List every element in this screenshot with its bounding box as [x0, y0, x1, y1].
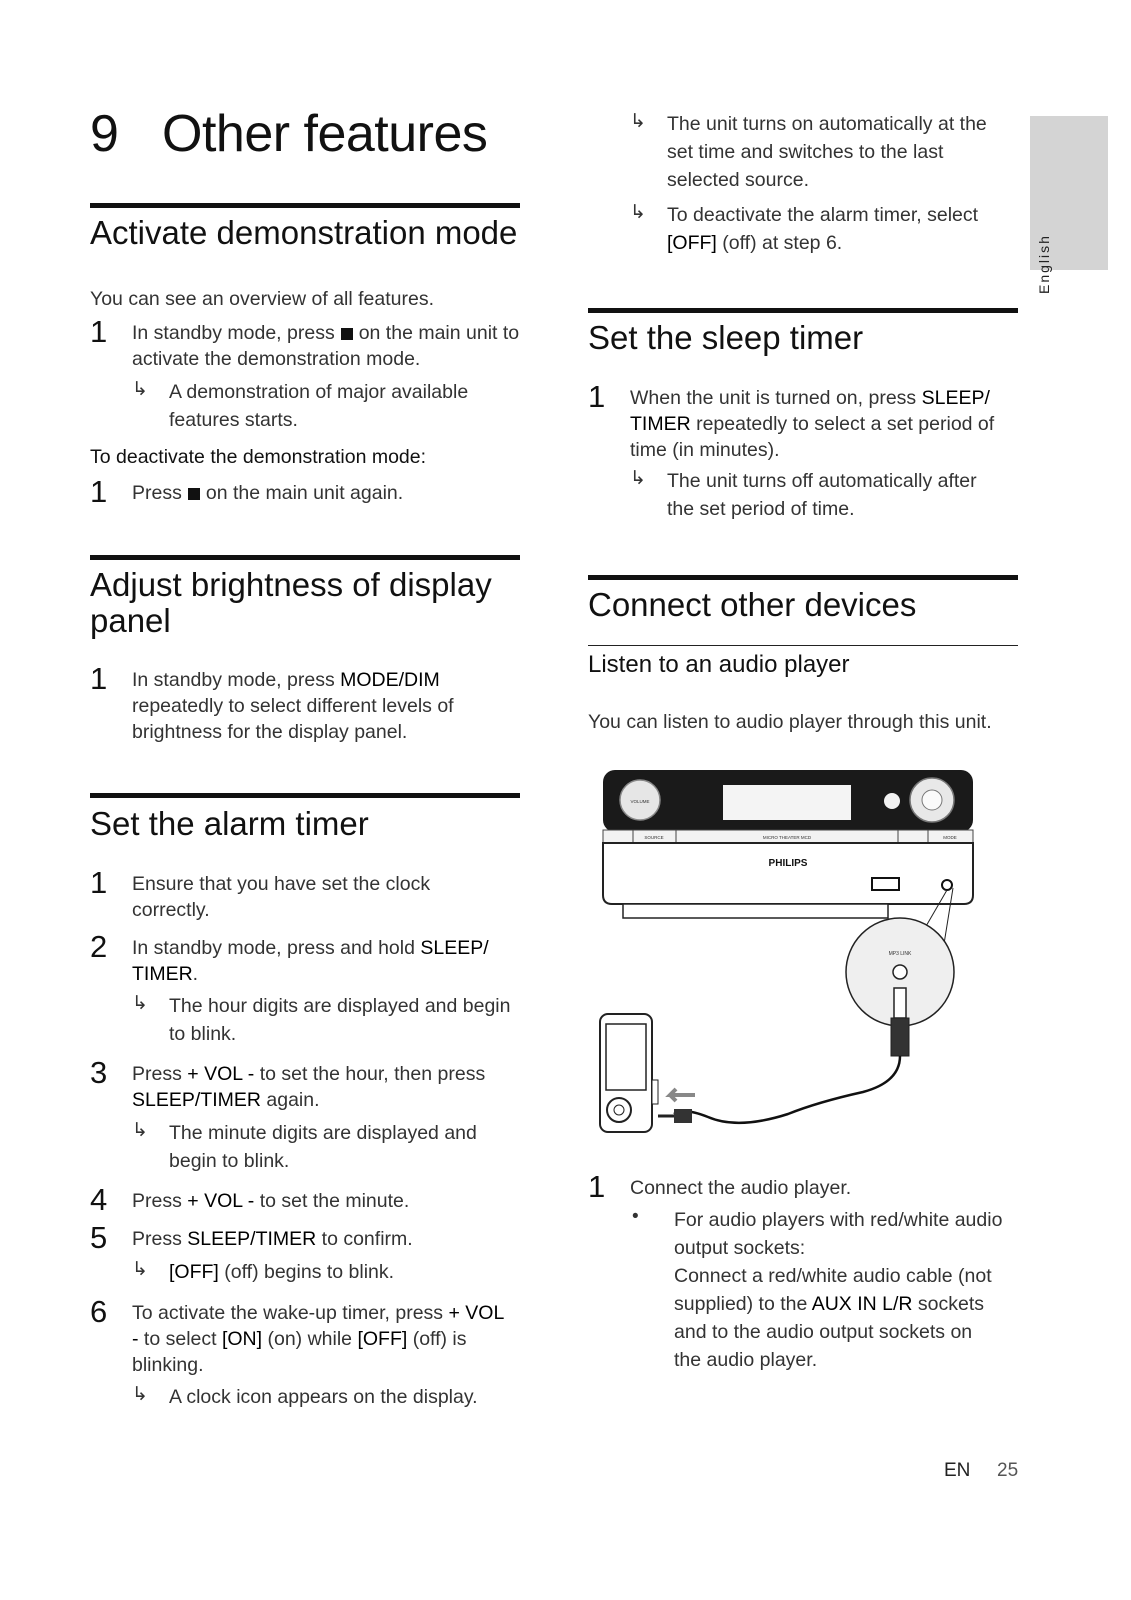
- key-label: SLEEP/TIMER: [187, 1228, 317, 1250]
- bullet-text-a: For audio players with red/white audio output sockets:: [674, 1209, 1003, 1259]
- step-text-a: In standby mode, press and hold: [132, 937, 415, 959]
- stop-icon: [188, 488, 200, 500]
- connect-bullet-text: [674, 1206, 1004, 1374]
- step-text-c: (on) while: [267, 1328, 353, 1350]
- step-text: [630, 385, 1015, 463]
- subsection-rule: [588, 645, 1018, 646]
- sensor-dot: [884, 793, 900, 809]
- language-tab-label: English: [1036, 234, 1052, 294]
- step-text-b: .: [192, 963, 199, 985]
- insert-arrow-icon: [670, 1089, 695, 1101]
- step-text-c: again.: [266, 1089, 320, 1111]
- section-rule: [90, 203, 520, 208]
- step-number: 6: [90, 1294, 108, 1329]
- language-tab: [1030, 116, 1108, 294]
- result-arrow-icon: ↳: [132, 379, 148, 400]
- step-number: 1: [90, 661, 108, 696]
- result-arrow-icon: ↳: [630, 468, 646, 489]
- step-text-a: In standby mode, press: [132, 669, 335, 691]
- result-text: The unit turns on automatically at the set time and switches to the last selected source.: [667, 113, 987, 191]
- volume-label: VOLUME: [630, 799, 650, 804]
- result-text: A clock icon appears on the display.: [169, 1386, 478, 1408]
- result-arrow-icon: ↳: [132, 1120, 148, 1141]
- chapter-title-text: Other features: [162, 105, 488, 163]
- audio-player: [600, 1014, 658, 1132]
- stop-icon: [341, 328, 353, 340]
- step-number: 1: [90, 314, 108, 349]
- page-number: 25: [997, 1460, 1019, 1481]
- step-text-a: Press: [132, 482, 182, 504]
- section-heading-sleep: Set the sleep timer: [588, 319, 864, 356]
- section-heading-demo: Activate demonstration mode: [90, 214, 518, 251]
- result-text-a: To deactivate the alarm timer, select: [667, 204, 979, 226]
- step-text-b: repeatedly to select different levels of brightness for the display panel.: [132, 695, 454, 743]
- step-text-b: to set the hour, then press: [259, 1063, 486, 1085]
- key-label: SLEEP/TIMER: [132, 1089, 261, 1111]
- result-text: The hour digits are displayed and begin to blink.: [169, 995, 511, 1045]
- step-text-b: repeatedly to select a set period of time (in minutes).: [630, 413, 995, 461]
- audio-cable: [674, 1056, 900, 1123]
- step-text: [132, 667, 492, 745]
- step-text-a: Press: [132, 1228, 182, 1250]
- step-number: 4: [90, 1182, 108, 1217]
- step-text-a: In standby mode, press: [132, 322, 335, 344]
- step-text: [132, 935, 512, 987]
- result-arrow-icon: ↳: [630, 111, 646, 132]
- brand-logo: PHILIPS: [768, 858, 808, 869]
- result-text: [169, 1258, 509, 1286]
- step-text-b: on the main unit again.: [205, 482, 404, 504]
- result-arrow-icon: ↳: [630, 202, 646, 223]
- mode-label: MODE: [943, 835, 957, 840]
- result-text: The minute digits are displayed and begin to blink.: [169, 1122, 477, 1172]
- connect-intro: You can listen to audio player through this unit.: [588, 711, 992, 733]
- step-number: 1: [588, 1169, 606, 1204]
- key-label: + VOL -: [187, 1063, 255, 1085]
- result-text-b: (off) at step 6.: [722, 232, 843, 254]
- mp3-link-label: MP3 LINK: [888, 951, 912, 957]
- heading-line-2: panel: [90, 602, 171, 639]
- heading-line-1: Adjust brightness of display: [90, 566, 492, 603]
- step-text-b: on the main unit to activate the demonstration mode.: [132, 322, 520, 370]
- step-text-a: When the unit is turned on, press: [630, 387, 917, 409]
- step-text-b: to select: [143, 1328, 217, 1350]
- section-heading-brightness: [90, 567, 492, 639]
- mp3-link-socket: [942, 880, 952, 890]
- key-label: [OFF]: [357, 1328, 408, 1350]
- section-rule: [90, 793, 520, 798]
- step-text: [132, 320, 522, 372]
- cable-plug: [894, 988, 906, 1018]
- connection-illustration: [588, 762, 978, 1140]
- key-label: AUX IN L/R: [811, 1293, 913, 1315]
- step-number: 1: [90, 865, 108, 900]
- step-text-b: to set the minute.: [259, 1190, 410, 1212]
- result-arrow-icon: ↳: [132, 1384, 148, 1405]
- key-label: SLEEP/ TIMER: [132, 937, 489, 985]
- step-text-b: to confirm.: [321, 1228, 413, 1250]
- key-label: + VOL -: [132, 1302, 504, 1350]
- key-label: [OFF]: [169, 1261, 219, 1283]
- section-heading-alarm: Set the alarm timer: [90, 805, 369, 842]
- result-text: The unit turns off automatically after the set period of time.: [667, 470, 977, 520]
- step-number: 3: [90, 1055, 108, 1090]
- source-label: SOURCE: [644, 835, 664, 840]
- result-text-rest: (off) begins to blink.: [224, 1261, 395, 1283]
- result-text: [667, 201, 1017, 257]
- hifi-unit: [603, 770, 973, 918]
- step-text: Ensure that you have set the clock correctly.: [132, 873, 431, 921]
- step-text: [132, 1061, 527, 1113]
- step-text: [132, 480, 527, 506]
- key-label: SLEEP/ TIMER: [630, 387, 990, 435]
- section-rule: [588, 575, 1018, 580]
- step-text-a: Press: [132, 1063, 182, 1085]
- usb-port: [872, 878, 899, 890]
- step-text-a: Press: [132, 1190, 182, 1212]
- subsection-heading: Listen to an audio player: [588, 651, 850, 678]
- player-plug: [674, 1109, 692, 1123]
- key-label: MODE/DIM: [340, 669, 440, 691]
- section-rule: [90, 555, 520, 560]
- step-text: [132, 1300, 507, 1378]
- step-text-d: (off) is blinking.: [132, 1328, 467, 1376]
- bullet-icon: •: [632, 1206, 639, 1227]
- result-arrow-icon: ↳: [132, 993, 148, 1014]
- display-window: [723, 785, 851, 820]
- key-label: [OFF]: [667, 232, 717, 254]
- step-text: [132, 1188, 527, 1214]
- deactivate-label: To deactivate the demonstration mode:: [90, 446, 427, 468]
- chapter-number: 9: [90, 105, 119, 163]
- result-arrow-icon: ↳: [132, 1259, 148, 1280]
- step-text-a: To activate the wake-up timer, press: [132, 1302, 444, 1324]
- model-label: MICRO THEATER MCD: [762, 835, 812, 840]
- result-text: A demonstration of major available features starts.: [169, 381, 469, 431]
- step-number: 5: [90, 1220, 108, 1255]
- footer-language: EN: [944, 1460, 971, 1481]
- step-text: [132, 1226, 527, 1252]
- step-number: 1: [90, 474, 108, 509]
- demo-intro: You can see an overview of all features.: [90, 288, 434, 310]
- plug-grip: [891, 1018, 909, 1056]
- step-text: Connect the audio player.: [630, 1177, 852, 1199]
- bullet-text-c: sockets and to the audio output sockets on the audio player.: [674, 1293, 984, 1371]
- chapter-title: [90, 104, 487, 164]
- section-rule: [588, 308, 1018, 313]
- step-number: 2: [90, 929, 108, 964]
- step-number: 1: [588, 379, 606, 414]
- section-heading-connect: Connect other devices: [588, 586, 917, 623]
- key-label: + VOL -: [187, 1190, 255, 1212]
- key-label: [ON]: [221, 1328, 263, 1350]
- bullet-text-b: Connect a red/white audio cable (not supplied) to the: [674, 1265, 992, 1315]
